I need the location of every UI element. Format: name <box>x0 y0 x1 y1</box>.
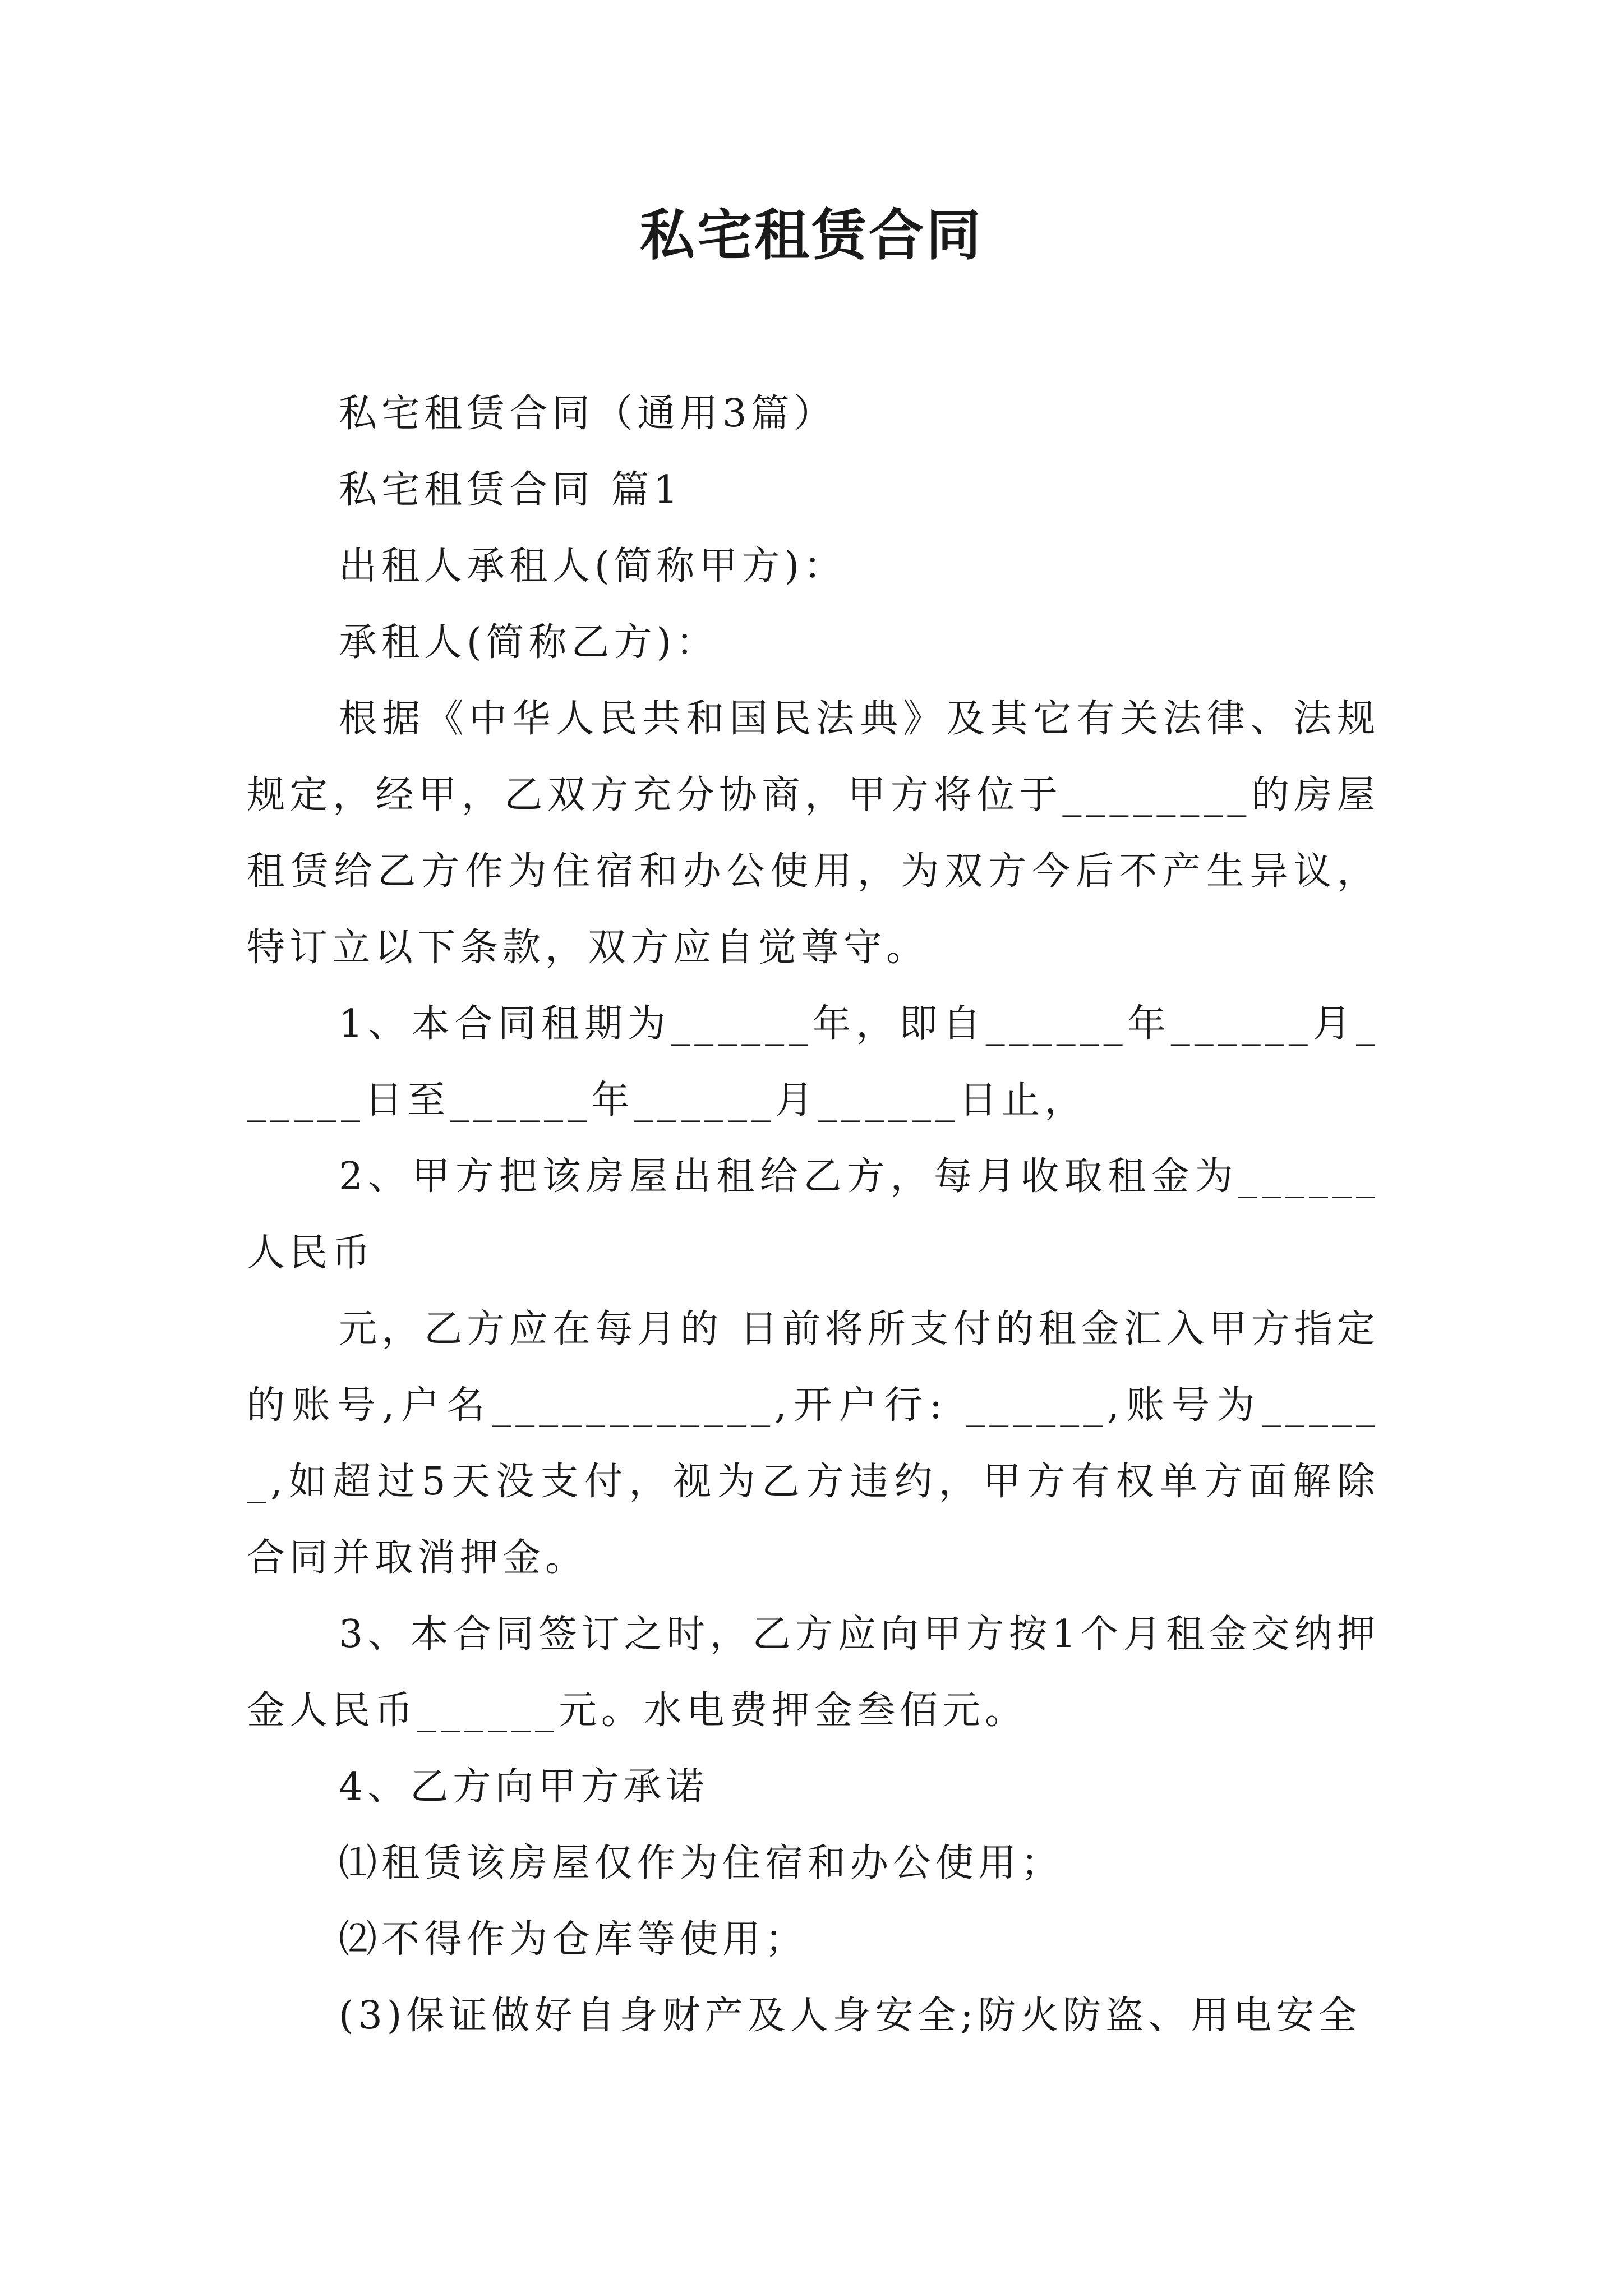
clause-4-item-3: (3)保证做好自身财产及人身安全;防火防盗、用电安全 <box>339 1994 1362 2038</box>
document-body <box>247 376 1380 2054</box>
document-title: 私宅租赁合同 <box>639 203 983 268</box>
subtitle-line: 私宅租赁合同（通用3篇） <box>339 392 837 436</box>
clause-2-continued: 元，乙方应在每月的 日前将所支付的租金汇入甲方指定的账号,户名____________,开户行: ______,账号为______,如超过5天没支付，视为乙方违约，甲方有权单方面解除合同并取消押金。 <box>247 1307 1380 1580</box>
clause-1: 1、本合同租期为______年，即自______年______月______日至______年______月______日止， <box>247 1002 1380 1122</box>
section-heading: 私宅租赁合同 篇1 <box>339 468 683 512</box>
clause-4-item-2: ⑵不得作为仓库等使用； <box>339 1917 808 1962</box>
party-b-line: 承租人(简称乙方)： <box>339 620 719 665</box>
clause-4-item-1: ⑴租赁该房屋仅作为住宿和办公使用； <box>339 1841 1064 1885</box>
clause-3: 3、本合同签订之时，乙方应向甲方按1个月租金交纳押金人民币______元。水电费押金叁佰元。 <box>247 1612 1380 1733</box>
clause-2: 2、甲方把该房屋出租给乙方，每月收取租金为______人民币 <box>247 1154 1380 1275</box>
party-a-line: 出租人承租人(简称甲方)： <box>339 544 847 588</box>
clause-4: 4、乙方向甲方承诺 <box>339 1765 709 1809</box>
preamble-paragraph: 根据《中华人民共和国民法典》及其它有关法律、法规规定，经甲，乙双方充分协商，甲方将位于________的房屋租赁给乙方作为住宿和办公使用，为双方今后不产生异议，特订立以下条款，双方应自觉尊守。 <box>247 697 1380 970</box>
